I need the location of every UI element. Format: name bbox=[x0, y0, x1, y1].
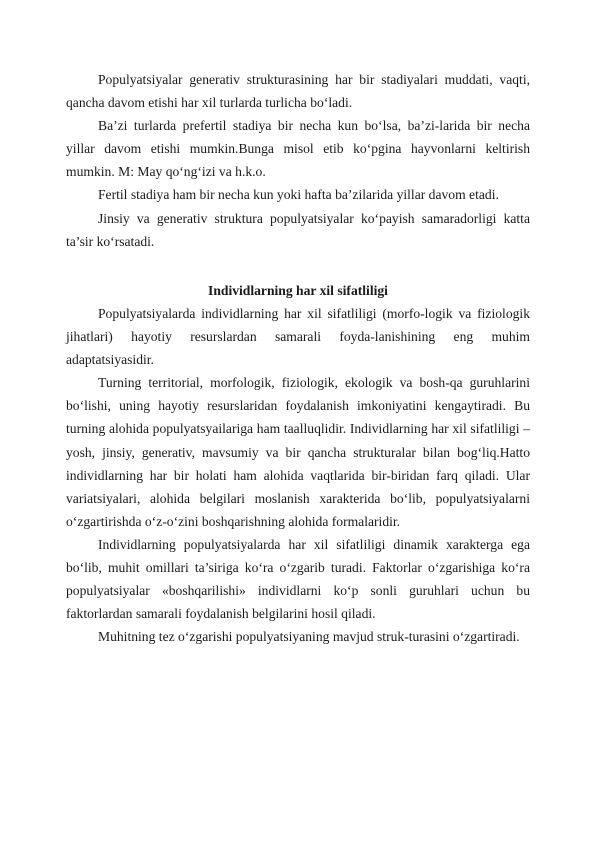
paragraph: Turning territorial, morfologik, fiziologik, ekologik va bosh-qa guruhlarini bo‘lishi, uning hayotiy resurslaridan foydalanish imkoniyatini kengaytiradi. Bu turning alohida populyatsyailariga ham taalluqlidir. Individlarning har xil sifatliligi – yosh, jinsiy, generativ, mavsumiy va bir qancha strukturalar bilan bog‘liq.Hatto individlarning har bir holati ham alohida vaqtlarida bir-biridan farq qiladi. Ular variatsiyalari, alohida belgilari moslanish xarakterida bo‘lib, populyatsiyalarni o‘zgartirishda o‘z-o‘zini boshqarishning alohida formalaridir. bbox=[66, 375, 530, 529]
section-individlar-sifatliligi bbox=[66, 302, 530, 648]
section-heading: Individlarning har xil sifatliligi bbox=[208, 283, 388, 298]
paragraph: Jinsiy va generativ struktura populyatsiyalar ko‘payish samaradorligi katta ta’sir ko‘rsatadi. bbox=[66, 210, 530, 249]
paragraph: Individlarning populyatsiyalarda har xil sifatliligi dinamik xarakterga ega bo‘lib, muhit omillari ta’siriga ko‘ra o‘zgarib turadi. Faktorlar o‘zgarishiga ko‘ra populyatsiyalar «boshqarilishi» individlarni ko‘p sonli guruhlari uchun bu faktorlardan samarali foydalanish belgilarini hosil qiladi. bbox=[66, 536, 530, 622]
paragraph: Fertil stadiya ham bir necha kun yoki hafta ba’zilarida yillar davom etadi. bbox=[98, 187, 499, 203]
paragraph: Muhitning tez o‘zgarishi populyatsiyaning mavjud struk-turasini o‘zgartiradi. bbox=[98, 629, 520, 645]
paragraph: Populyatsiyalarda individlarning har xil sifatliligi (morfo-logik va fiziologik jihatlari) hayotiy resurslardan samarali foyda-lanishining eng muhim adaptatsiyasidir. bbox=[66, 306, 530, 368]
section-populyatsiya-strukturasi bbox=[66, 68, 530, 253]
paragraph: Populyatsiyalar generativ strukturasining har bir stadiyalari muddati, vaqti, qancha davom etishi har xil turlarda turlicha bo‘ladi. bbox=[66, 72, 530, 111]
paragraph: Ba’zi turlarda prefertil stadiya bir necha kun bo‘lsa, ba’zi-larida bir necha yillar davom etishi mumkin.Bunga misol etib ko‘pgina hayvonlarni keltirish mumkin. M: May qo‘ng‘izi va h.k.o. bbox=[66, 118, 530, 180]
